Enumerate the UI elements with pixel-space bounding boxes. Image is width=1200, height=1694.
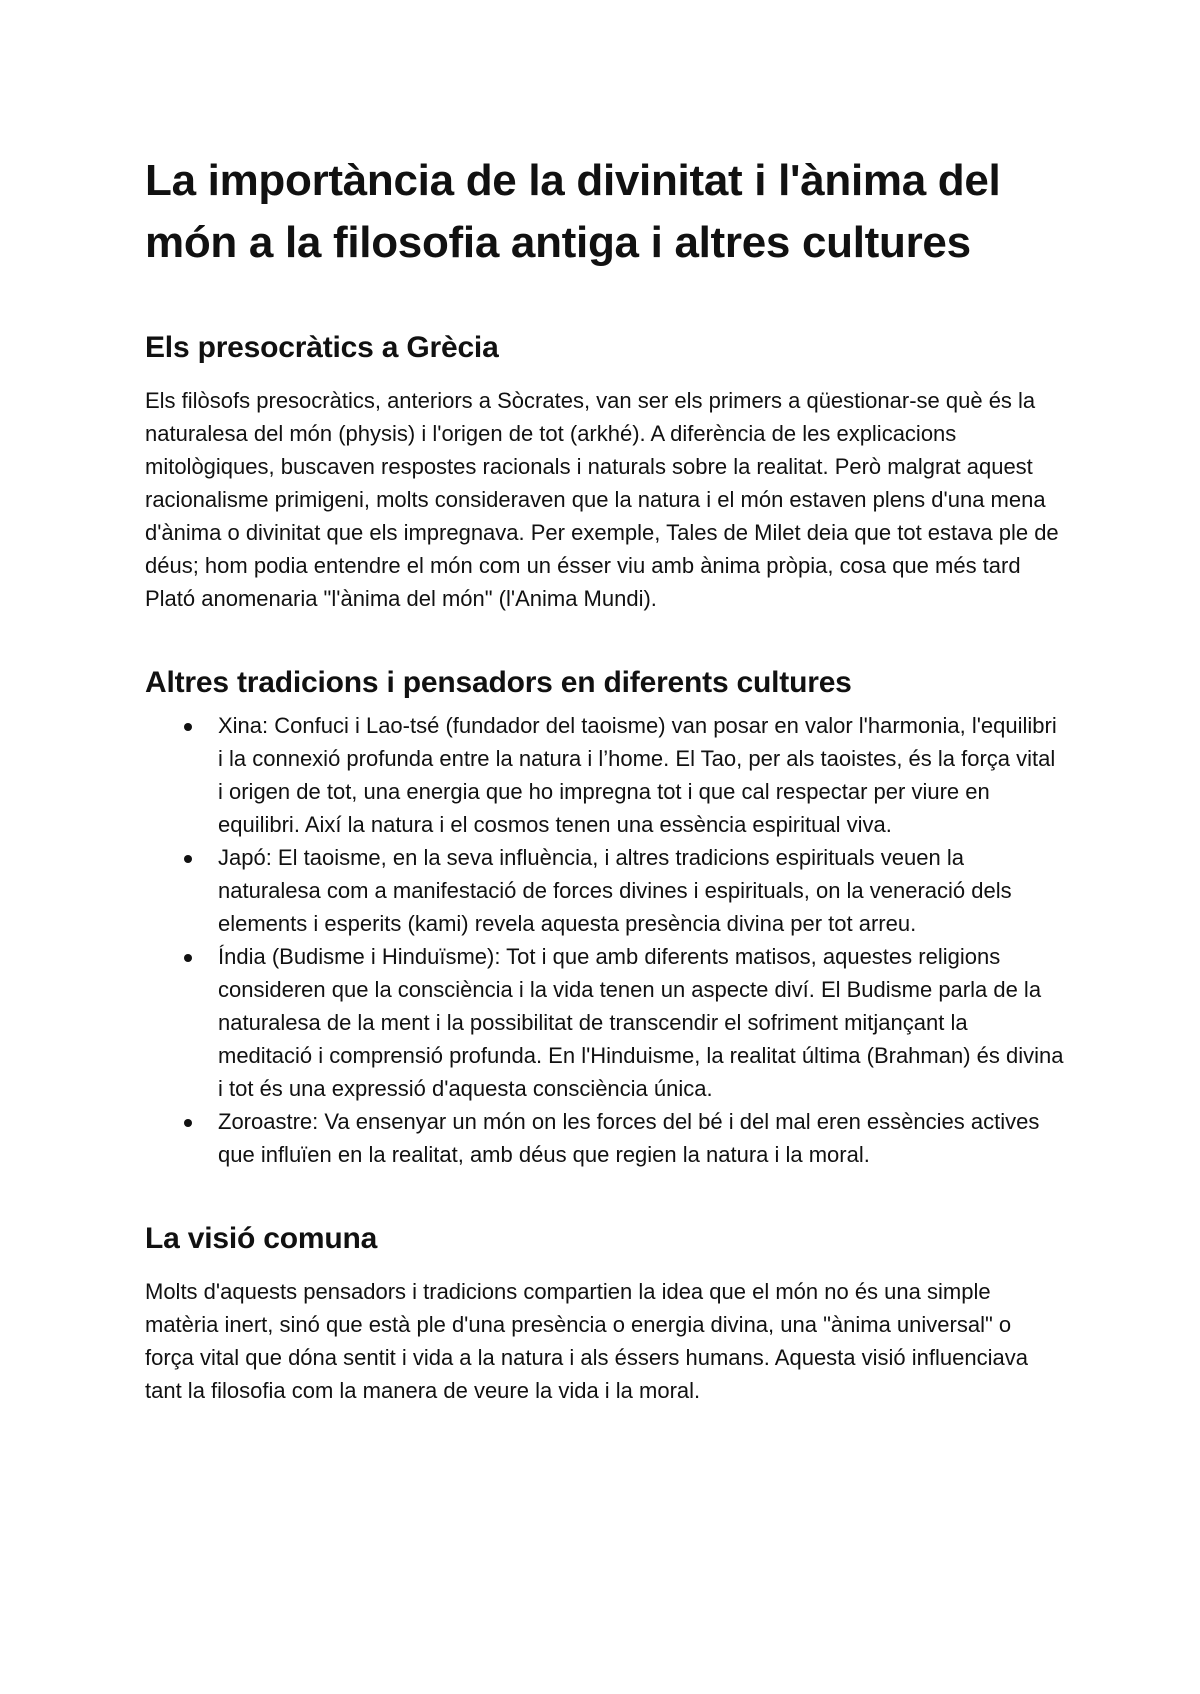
list-item-japo <box>218 841 1065 940</box>
section-heading-presocratics: Els presocràtics a Grècia <box>145 331 499 364</box>
list-item-xina <box>218 709 1065 841</box>
document-page <box>145 150 1065 1407</box>
document-title: La importància de la divinitat i l'ànima del món a la filosofia antiga i altres cultures <box>145 156 1001 267</box>
bullet-icon <box>184 723 192 731</box>
bullet-icon <box>184 855 192 863</box>
bullet-icon <box>184 1119 192 1127</box>
list-item-zoroastre <box>218 1105 1065 1171</box>
list-item-india <box>218 940 1065 1105</box>
list-item-text: Índia (Budisme i Hinduïsme): Tot i que amb diferents matisos, aquestes religions consideren que la consciència i la vida tenen un aspecte diví. El Budisme parla de la naturalesa de la ment i la possibilitat de transcendir el sofriment mitjançant la meditació i comprensió profunda. En l'Hinduisme, la realitat última (Brahman) és divina i tot és una expressió d'aquesta consciència única. <box>218 944 1064 1101</box>
section-paragraph-presocratics: Els filòsofs presocràtics, anteriors a Sòcrates, van ser els primers a qüestionar-se què és la naturalesa del món (physis) i l'origen de tot (arkhé). A diferència de les explicacions mitològiques, buscaven respostes racionals i naturals sobre la realitat. Però malgrat aquest racionalisme primigeni, molts consideraven que la natura i el món estaven plens d'una mena d'ànima o divinitat que els impregnava. Per exemple, Tales de Milet deia que tot estava ple de déus; hom podia entendre el món com un ésser viu amb ànima pròpia, cosa que més tard Plató anomenaria "l'ànima del món" (l'Anima Mundi). <box>145 388 1059 611</box>
section-paragraph-common-vision: Molts d'aquests pensadors i tradicions compartien la idea que el món no és una simple matèria inert, sinó que està ple d'una presència o energia divina, una "ànima universal" o força vital que dóna sentit i vida a la natura i als éssers humans. Aquesta visió influenciava tant la filosofia com la manera de veure la vida i la moral. <box>145 1279 1028 1403</box>
list-item-text: Xina: Confuci i Lao-tsé (fundador del taoisme) van posar en valor l'harmonia, l'equilibri i la connexió profunda entre la natura i l’home. El Tao, per als taoistes, és la força vital i origen de tot, una energia que ho impregna tot i que cal respectar per viure en equilibri. Així la natura i el cosmos tenen una essència espiritual viva. <box>218 713 1057 837</box>
section-heading-common-vision: La visió comuna <box>145 1222 378 1255</box>
bullet-icon <box>184 954 192 962</box>
list-item-text: Zoroastre: Va ensenyar un món on les forces del bé i del mal eren essències actives que influïen en la realitat, amb déus que regien la natura i la moral. <box>218 1109 1040 1167</box>
list-item-text: Japó: El taoisme, en la seva influència, i altres tradicions espirituals veuen la naturalesa com a manifestació de forces divines i espirituals, on la veneració dels elements i esperits (kami) revela aquesta presència divina per tot arreu. <box>218 845 1012 936</box>
traditions-list <box>145 709 1065 1171</box>
section-heading-other-traditions: Altres tradicions i pensadors en diferents cultures <box>145 666 852 699</box>
